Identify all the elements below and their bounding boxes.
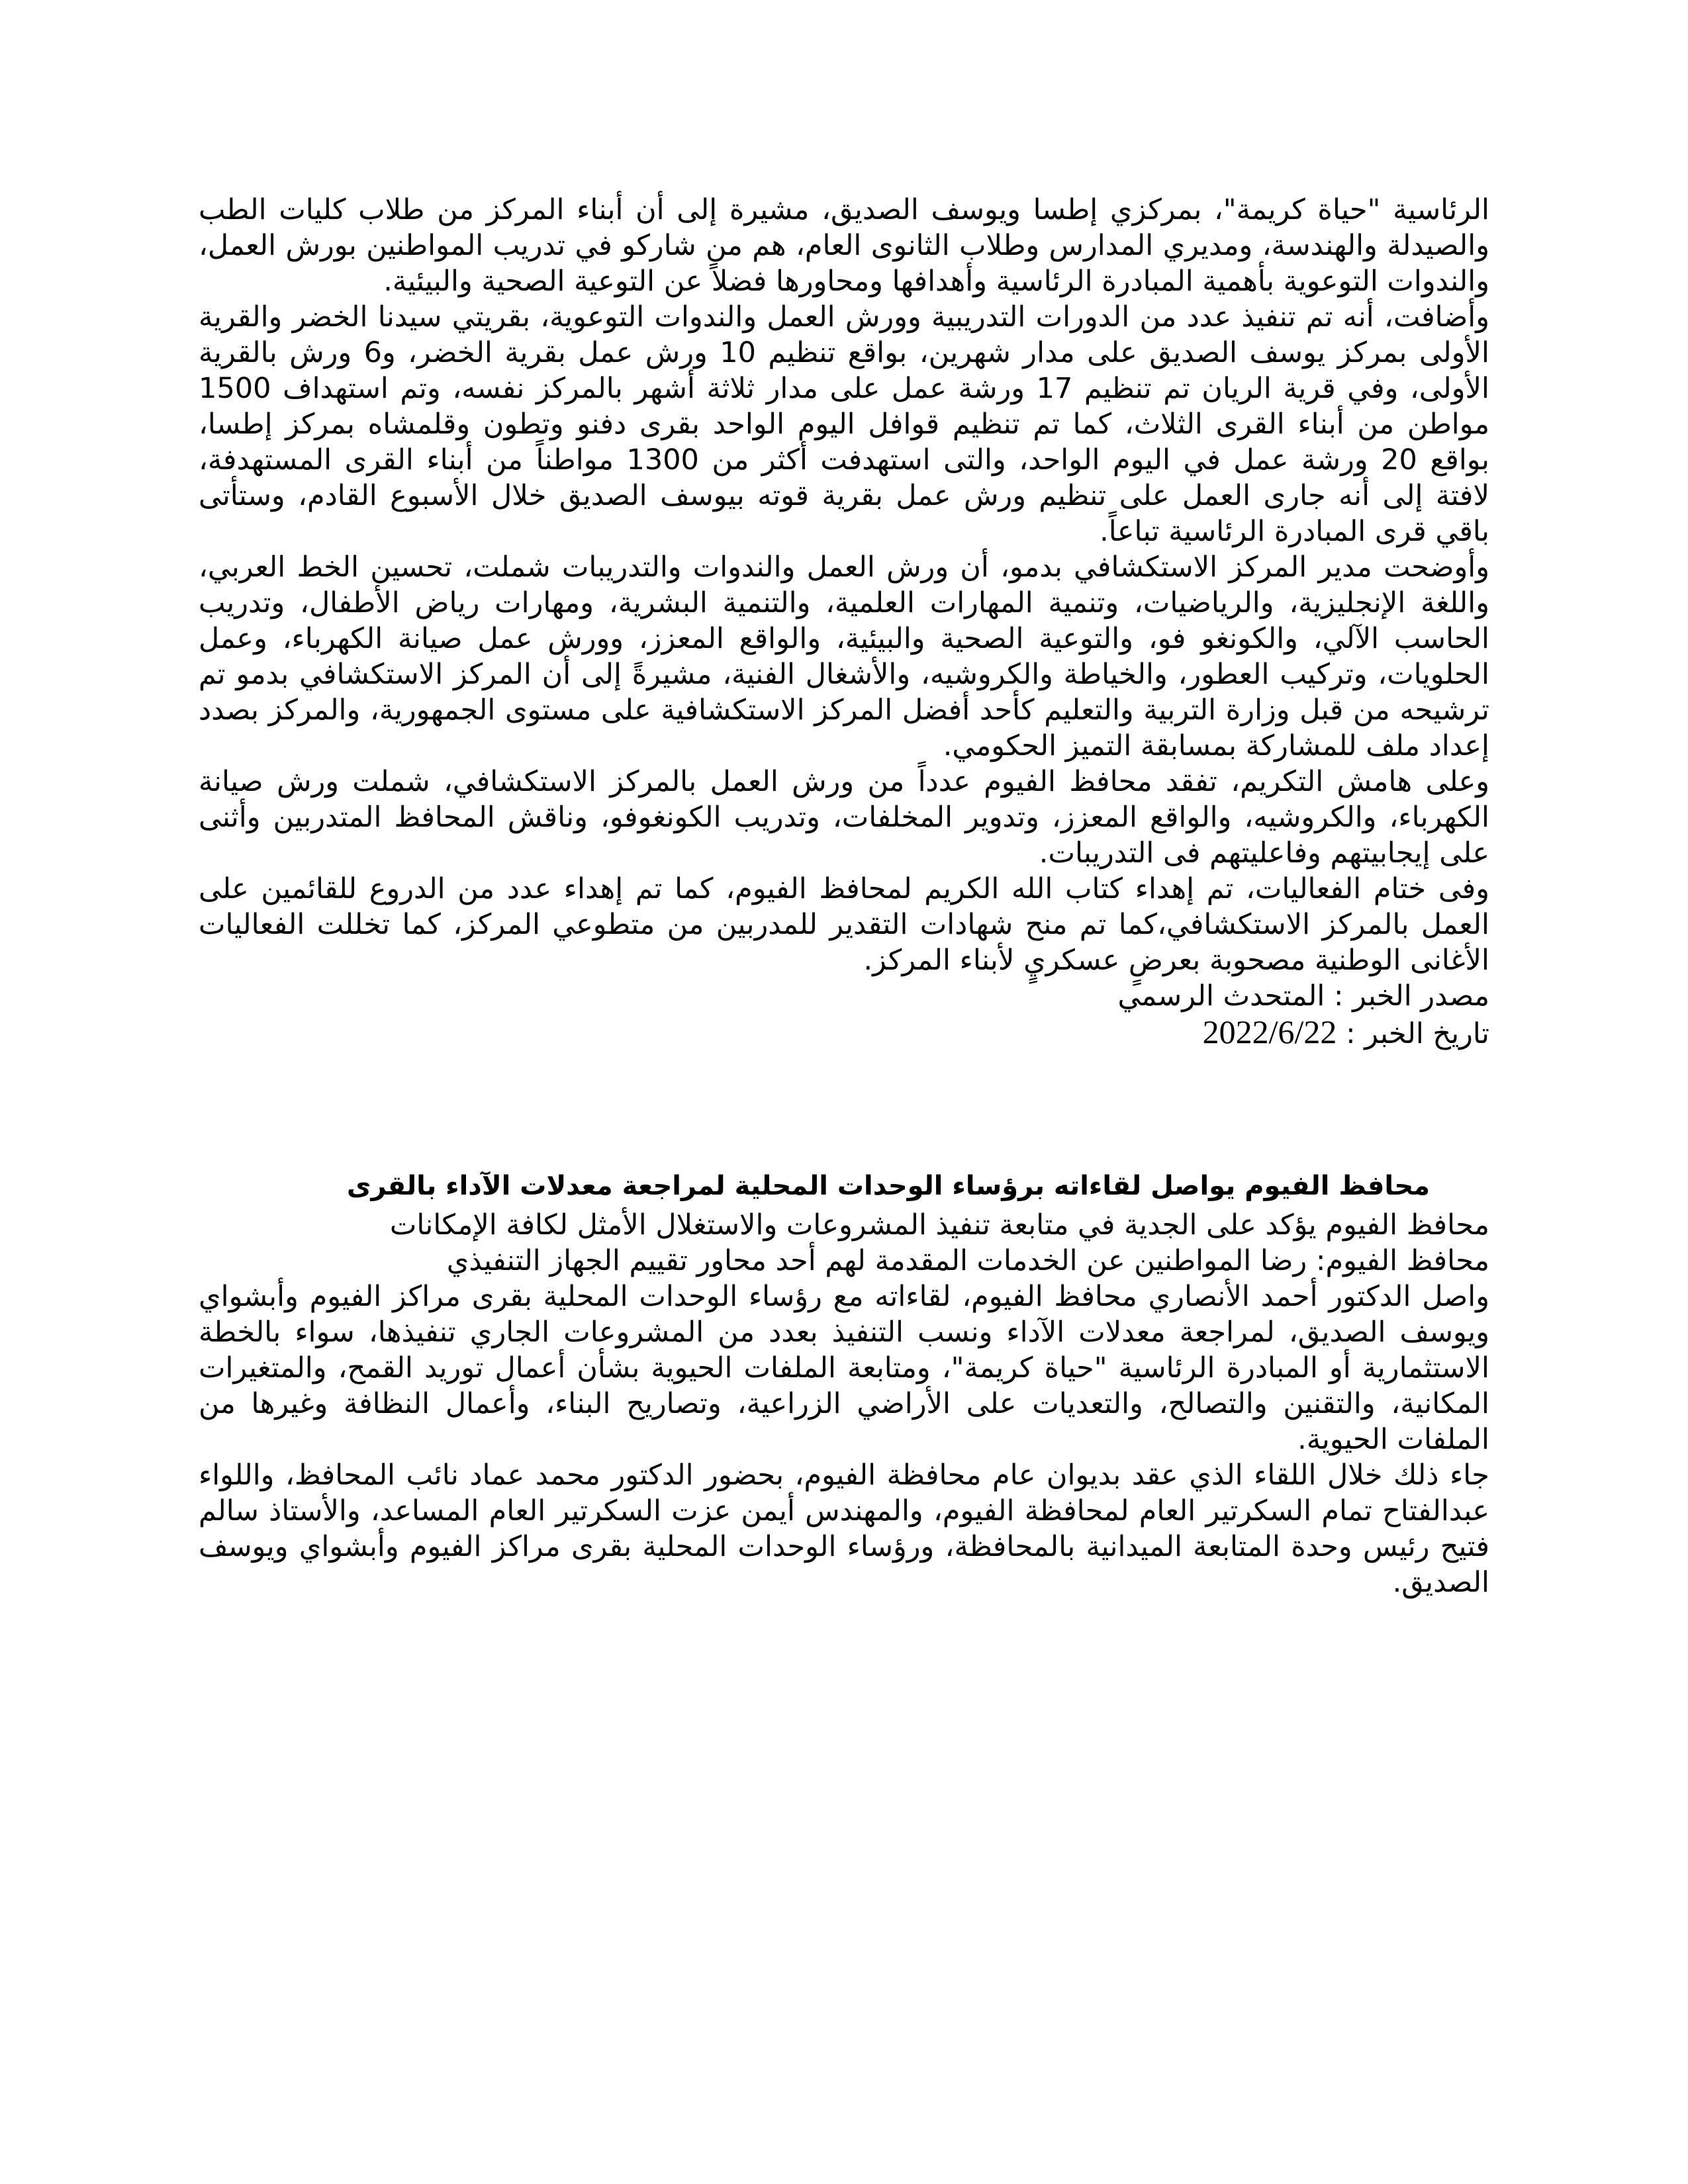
news-date: [199, 1014, 1489, 1052]
article-2-subheadline-2: محافظ الفيوم: رضا المواطنين عن الخدمات المقدمة لهم أحد محاور تقييم الجهاز التنفيذي: [446, 1244, 1489, 1277]
article-1-paragraph-4: وعلى هامش التكريم، تفقد محافظ الفيوم عدداً من ورش العمل بالمركز الاستكشافي، شملت ورش صيانة الكهرباء، والكروشيه، والواقع المعزز، وتدوير المخلفات، وتدريب الكونغوفو، وناقش المحافظ المتدربين وأثنى على إيجابيتهم وفاعليتهم فى التدريبات.: [199, 765, 1489, 870]
article-1-paragraph-5: وفى ختام الفعاليات، تم إهداء كتاب الله الكريم لمحافظ الفيوم، كما تم إهداء عدد من الدروع للقائمين على العمل بالمركز الاستكشافي،كما تم منح شهادات التقدير للمدربين من متطوعي المركز، كما تخللت الفعاليات الأغانى الوطنية مصحوبة بعرضٍ عسكريٍ لأبناء المركز.: [199, 872, 1489, 977]
news-date-label: تاريخ الخبر :: [1336, 1017, 1489, 1050]
article-2-headline: محافظ الفيوم يواصل لقاءاته برؤساء الوحدات المحلية لمراجعة معدلات الآداء بالقرى: [346, 1171, 1430, 1201]
article-2-subheadline-1: محافظ الفيوم يؤكد على الجدية في متابعة تنفيذ المشروعات والاستغلال الأمثل لكافة الإمكانات: [389, 1208, 1489, 1242]
article-2-paragraph-1: واصل الدكتور أحمد الأنصاري محافظ الفيوم، لقاءاته مع رؤساء الوحدات المحلية بقرى مراكز الفيوم وأبشواي ويوسف الصديق، لمراجعة معدلات الآداء ونسب التنفيذ بعدد من المشروعات الجاري تنفيذها، سواء بالخطة الاستثمارية أو المبادرة الرئاسية "حياة كريمة"، ومتابعة الملفات الحيوية بشأن أعمال توريد القمح، والمتغيرات المكانية، والتقنين والتصالح، والتعديات على الأراضي الزراعية، وتصاريح البناء، وأعمال النظافة وغيرها من الملفات الحيوية.: [199, 1280, 1489, 1456]
document-page: [199, 192, 1489, 1600]
article-1: [199, 192, 1489, 1052]
article-1-paragraph-3: وأوضحت مدير المركز الاستكشافي بدمو، أن ورش العمل والندوات والتدريبات شملت، تحسين الخط العربي، واللغة الإنجليزية، والرياضيات، وتنمية المهارات العلمية، والتنمية البشرية، ومهارات رياض الأطفال، وتدريب الحاسب الآلي، والكونغو فو، والتوعية الصحية والبيئية، والواقع المعزز، وورش عمل صيانة الكهرباء، وعمل الحلويات، وتركيب العطور، والخياطة والكروشيه، والأشغال الفنية، مشيرةً إلى أن المركز الاستكشافي بدمو تم ترشيحه من قبل وزارة التربية والتعليم كأحد أفضل المركز الاستكشافية على مستوى الجمهورية، والمركز بصدد إعداد ملف للمشاركة بمسابقة التميز الحكومي.: [199, 551, 1489, 762]
news-date-value: 2022/6/22: [1202, 1013, 1337, 1050]
article-2-paragraph-2: جاء ذلك خلال اللقاء الذي عقد بديوان عام محافظة الفيوم، بحضور الدكتور محمد عماد نائب المحافظ، واللواء عبدالفتاح تمام السكرتير العام لمحافظة الفيوم، والمهندس أيمن عزت السكرتير العام المساعد، والأستاذ سالم فتيح رئيس وحدة المتابعة الميدانية بالمحافظة، ورؤساء الوحدات المحلية بقرى مراكز الفيوم وأبشواي ويوسف الصديق.: [199, 1459, 1489, 1599]
article-1-paragraph-1: الرئاسية "حياة كريمة"، بمركزي إطسا ويوسف الصديق، مشيرة إلى أن أبناء المركز من طلاب كليات الطب والصيدلة والهندسة، ومديري المدارس وطلاب الثانوى العام، هم من شاركو في تدريب المواطنين بورش العمل، والندوات التوعوية بأهمية المبادرة الرئاسية وأهدافها ومحاورها فضلاً عن التوعية الصحية والبيئية.: [199, 193, 1489, 298]
article-1-paragraph-2: وأضافت، أنه تم تنفيذ عدد من الدورات التدريبية وورش العمل والندوات التوعوية، بقريتي سيدنا الخضر والقرية الأولى بمركز يوسف الصديق على مدار شهرين، بواقع تنظيم 10 ورش عمل بقرية الخضر، و6 ورش بالقرية الأولى، وفي قرية الريان تم تنظيم 17 ورشة عمل على مدار ثلاثة أشهر بالمركز نفسه، وتم استهداف 1500 مواطن من أبناء القرى الثلاث، كما تم تنظيم قوافل اليوم الواحد بقرى دفنو وتطون وقلمشاه بمركز إطسا، بواقع 20 ورشة عمل في اليوم الواحد، والتى استهدفت أكثر من 1300 مواطناً من أبناء القرى المستهدفة، لافتة إلى أنه جارى العمل على تنظيم ورش عمل بقرية قوته بيوسف الصديق خلال الأسبوع القادم، وستأتى باقي قرى المبادرة الرئاسية تباعاً.: [199, 300, 1489, 548]
article-2: [199, 1167, 1489, 1600]
news-source: مصدر الخبر : المتحدث الرسمي: [1117, 979, 1489, 1013]
